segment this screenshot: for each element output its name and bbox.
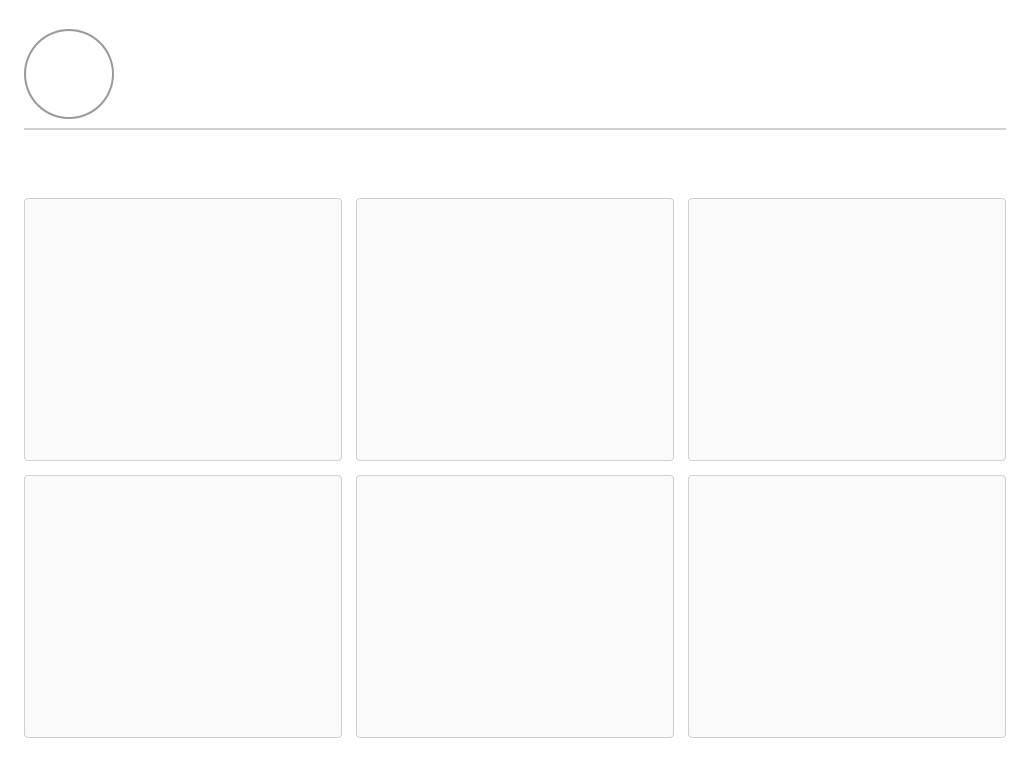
content-panel	[356, 198, 674, 461]
content-grid	[24, 198, 1006, 738]
panel-heading	[701, 209, 993, 227]
content-panel	[688, 198, 1006, 461]
content-panel	[688, 475, 1006, 738]
panel-heading	[369, 209, 661, 227]
content-panel	[24, 198, 342, 461]
content-panel	[356, 475, 674, 738]
panel-heading	[701, 486, 993, 504]
intro-text	[24, 144, 1006, 184]
panel-heading	[37, 486, 329, 504]
panel-heading	[369, 486, 661, 504]
page-header	[24, 20, 1006, 130]
content-panel	[24, 475, 342, 738]
logo-placeholder	[24, 29, 114, 119]
panel-heading	[37, 209, 329, 227]
